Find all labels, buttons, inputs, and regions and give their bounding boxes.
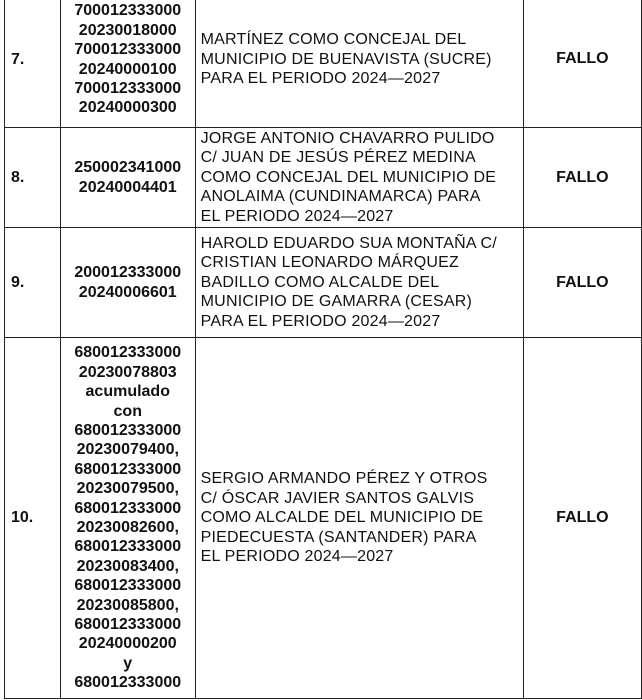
radicado-cell: 700012333000 20230018000 700012333000 20240000100 700012333000 20240000300 [60, 0, 195, 128]
table-row [5, 228, 642, 338]
description-cell: JORGE ANTONIO CHAVARRO PULIDO C/ JUAN DE JESÚS PÉREZ MEDINA COMO CONCEJAL DEL MUNICIPIO DE ANOLAIMA (CUNDINAMARCA) PARA EL PERIODO 2024—2027 [195, 128, 523, 228]
table-row [5, 338, 642, 699]
description-cell: MARTÍNEZ COMO CONCEJAL DEL MUNICIPIO DE BUENAVISTA (SUCRE) PARA EL PERIODO 2024—2027 [195, 0, 523, 128]
radicado-cell: 680012333000 20230078803 acumulado con 680012333000 20230079400, 680012333000 20230079500, 680012333000 20230082600, 680012333000 20230083400, 680012333000 20230085800, 680012333000 20240000200 y 680012333000 [60, 338, 195, 699]
decision-cell: FALLO [523, 228, 641, 338]
row-number: 9. [5, 228, 61, 338]
row-number: 10. [5, 338, 61, 699]
radicado-cell: 250002341000 20240004401 [60, 128, 195, 228]
row-number: 8. [5, 128, 61, 228]
description-cell: SERGIO ARMANDO PÉREZ Y OTROS C/ ÓSCAR JAVIER SANTOS GALVIS COMO ALCALDE DEL MUNICIPIO DE PIEDECUESTA (SANTANDER) PARA EL PERIODO 2024—2027 [195, 338, 523, 699]
row-number: 7. [5, 0, 61, 128]
decision-cell: FALLO [523, 128, 641, 228]
table-row [5, 128, 642, 228]
table-row [5, 0, 642, 128]
rulings-table [4, 0, 642, 699]
description-cell: HAROLD EDUARDO SUA MONTAÑA C/ CRISTIAN LEONARDO MÁRQUEZ BADILLO COMO ALCALDE DEL MUNICIPIO DE GAMARRA (CESAR) PARA EL PERIODO 2024—2027 [195, 228, 523, 338]
decision-cell: FALLO [523, 338, 641, 699]
radicado-cell: 200012333000 20240006601 [60, 228, 195, 338]
decision-cell: FALLO [523, 0, 641, 128]
